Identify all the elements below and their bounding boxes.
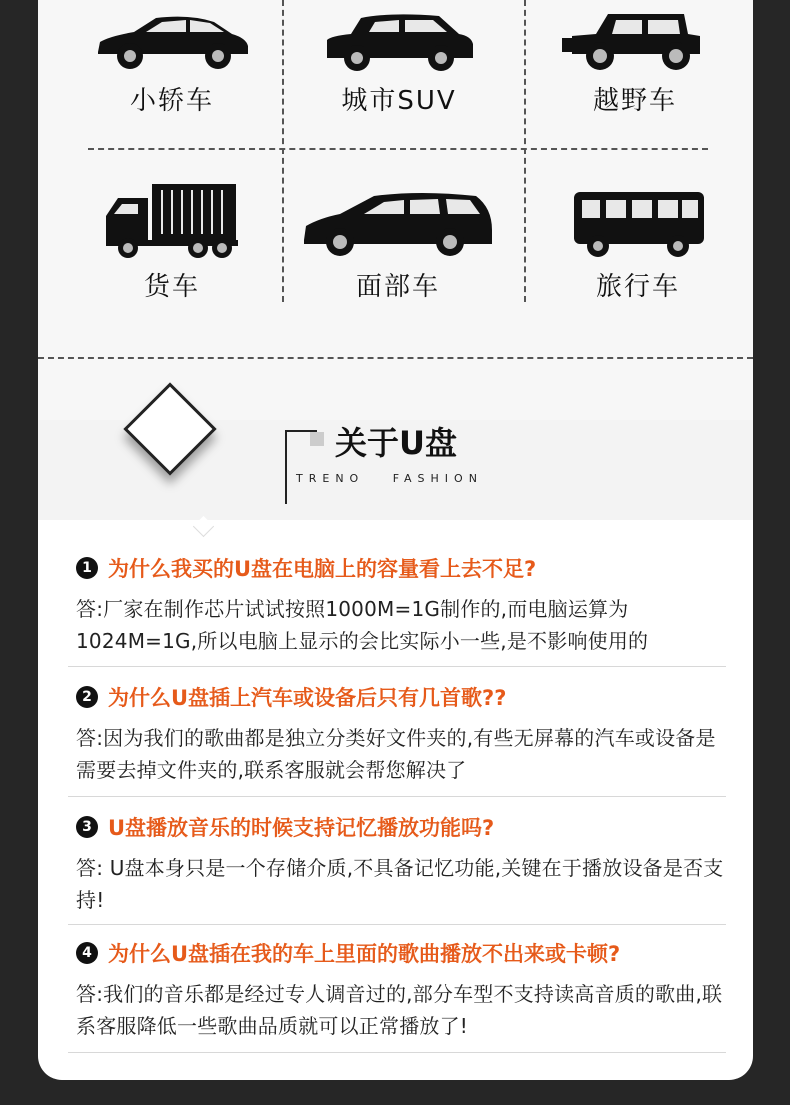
minivan-icon — [300, 190, 496, 260]
faq-divider — [68, 924, 726, 925]
grid-divider — [524, 0, 526, 302]
faq-divider — [68, 796, 726, 797]
about-subtitle: TRENO FASHION — [296, 472, 483, 485]
vehicle-label: 货车 — [143, 272, 200, 302]
faq-question — [76, 553, 726, 583]
vehicle-bus — [548, 188, 728, 303]
grid-divider — [282, 0, 284, 302]
section-divider — [38, 357, 753, 359]
answer-text: 答: U盘本身只是一个存储介质,不具备记忆功能,关键在于播放设备是否支持! — [76, 856, 724, 912]
vehicle-truck — [82, 182, 262, 303]
faq-divider — [68, 666, 726, 667]
suv-icon — [321, 10, 477, 74]
truck-icon — [102, 182, 242, 260]
right-dark-edge — [752, 0, 790, 1105]
bus-icon — [568, 188, 708, 260]
number-badge-icon: 3 — [76, 816, 98, 838]
vehicle-label: 越野车 — [592, 86, 677, 116]
faq-question — [76, 812, 726, 842]
faq-item — [76, 938, 726, 1042]
vehicle-offroad — [545, 8, 725, 117]
question-text: U盘播放音乐的时候支持记忆播放功能吗? — [108, 816, 495, 840]
faq-item — [76, 553, 726, 657]
faq-question — [76, 682, 726, 712]
vehicle-sedan — [82, 10, 262, 117]
number-badge-icon: 2 — [76, 686, 98, 708]
vehicle-label: 旅行车 — [595, 272, 680, 302]
vehicle-suv — [304, 10, 494, 117]
left-dark-edge — [0, 0, 38, 1105]
number-badge-icon: 4 — [76, 942, 98, 964]
number-badge-icon: 1 — [76, 557, 98, 579]
question-text: 为什么U盘插上汽车或设备后只有几首歌?? — [108, 686, 507, 710]
vehicle-minivan — [300, 190, 496, 303]
faq-question — [76, 938, 726, 968]
vehicle-label: 面部车 — [355, 272, 440, 302]
answer-text: 答:因为我们的歌曲都是独立分类好文件夹的,有些无屏幕的汽车或设备是需要去掉文件夹的,联系客服就会帮您解决了 — [76, 726, 716, 782]
faq-item — [76, 812, 726, 916]
answer-text: 答:厂家在制作芯片试试按照1000M=1G制作的,而电脑运算为1024M=1G,所以电脑上显示的会比实际小一些,是不影响使用的 — [76, 597, 649, 653]
answer-text: 答:我们的音乐都是经过专人调音过的,部分车型不支持读高音质的歌曲,联系客服降低一些歌曲品质就可以正常播放了! — [76, 982, 723, 1038]
about-title: 关于U盘 — [335, 424, 457, 462]
question-text: 为什么U盘插在我的车上里面的歌曲播放不出来或卡顿? — [108, 942, 621, 966]
faq-item — [76, 682, 726, 786]
vehicle-label: 城市SUV — [341, 86, 457, 116]
grid-divider — [88, 148, 708, 150]
question-text: 为什么我买的U盘在电脑上的容量看上去不足? — [108, 557, 537, 581]
offroad-icon — [560, 8, 710, 74]
faq-divider — [68, 1052, 726, 1053]
vehicle-label: 小轿车 — [129, 86, 214, 116]
sedan-icon — [90, 10, 254, 74]
title-square-icon — [310, 432, 324, 446]
